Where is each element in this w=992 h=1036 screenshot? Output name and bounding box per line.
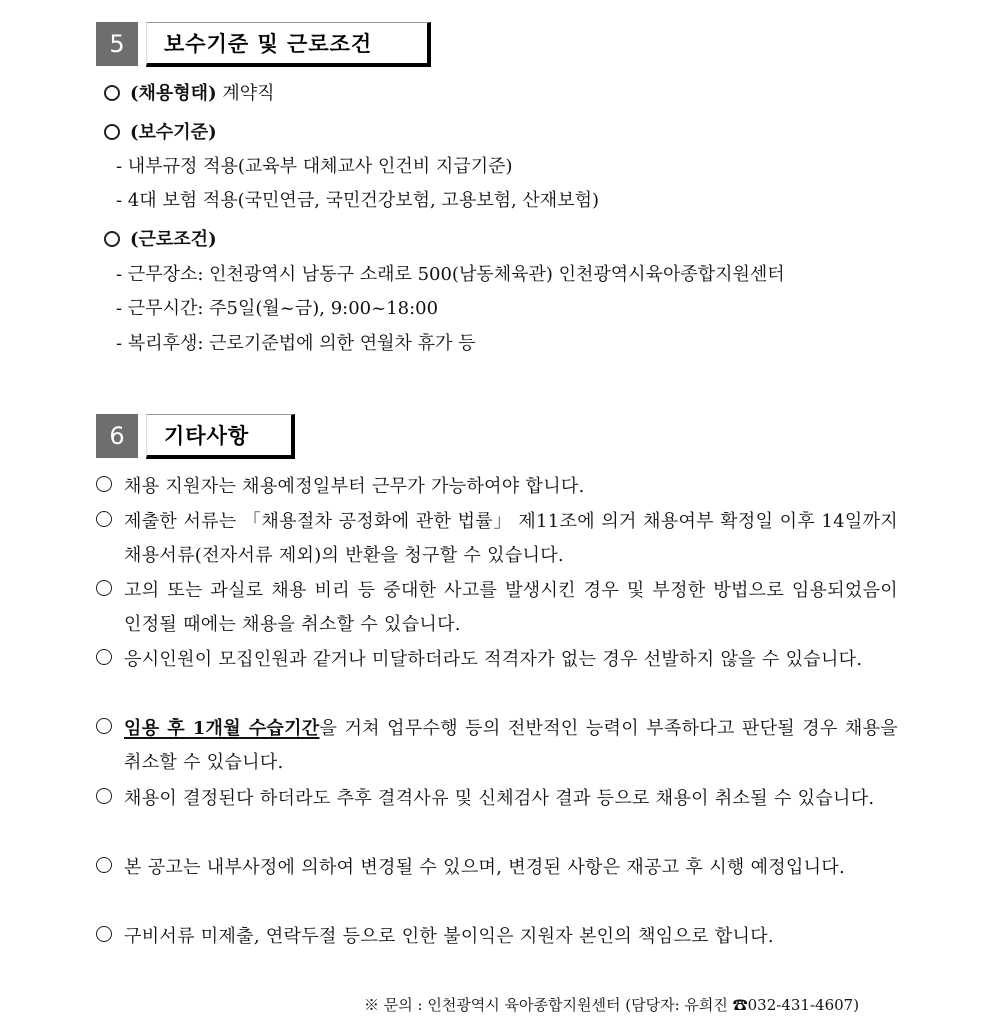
work-conditions-head: (근로조건) — [130, 229, 217, 250]
circle-bullet-icon — [96, 511, 112, 527]
pay-item: - 4대 보험 적용(국민연금, 국민건강보험, 고용보험, 산재보험) — [116, 190, 599, 211]
employment-type-value: 계약직 — [222, 83, 275, 104]
section-6-title-box — [146, 414, 295, 459]
notice-item — [96, 470, 898, 504]
section-5-title-box — [146, 22, 431, 67]
work-conditions-head-line — [104, 228, 217, 252]
pay-standard-head: (보수기준) — [130, 122, 217, 143]
circle-bullet-icon — [96, 788, 112, 804]
notice-text: 채용 지원자는 채용예정일부터 근무가 가능하여야 합니다. — [124, 476, 585, 497]
circle-bullet-icon — [96, 857, 112, 873]
notice-text: 구비서류 미제출, 연락두절 등으로 인한 불이익은 지원자 본인의 책임으로 합니다. — [124, 926, 774, 947]
employment-type-head: (채용형태) — [130, 83, 217, 104]
notice-item — [96, 920, 898, 954]
circle-bullet-icon — [104, 85, 120, 101]
section-6-header — [96, 414, 295, 458]
section-5-number: 5 — [96, 22, 138, 66]
probation-rest: 을 거쳐 업무수행 등의 전반적인 능력이 부족하다고 판단될 경우 채용을 취소할 수 있습니다. — [124, 718, 898, 773]
notice-text: 본 공고는 내부사정에 의하여 변경될 수 있으며, 변경된 사항은 재공고 후 시행 예정입니다. — [124, 857, 846, 878]
notice-item — [96, 851, 898, 885]
notice-text — [96, 712, 898, 780]
circle-bullet-icon — [96, 649, 112, 665]
notice-item-probation — [96, 712, 898, 780]
contact-footer: ※ 문의 : 인천광역시 육아종합지원센터 (담당자: 유희진 ☎032-431-4607) — [364, 996, 860, 1014]
circle-bullet-icon — [96, 476, 112, 492]
section-6-number: 6 — [96, 414, 138, 458]
work-item: - 근무장소: 인천광역시 남동구 소래로 500(남동체육관) 인천광역시육아종합지원센터 — [116, 264, 785, 285]
notice-text: 채용이 결정된다 하더라도 추후 결격사유 및 신체검사 결과 등으로 채용이 취소될 수 있습니다. — [124, 788, 875, 809]
work-item: - 근무시간: 주5일(월~금), 9:00~18:00 — [116, 298, 439, 319]
notice-item — [96, 574, 898, 642]
notice-item — [96, 782, 898, 816]
circle-bullet-icon — [96, 580, 112, 596]
employment-type-line — [104, 82, 275, 106]
notice-item — [96, 643, 898, 677]
section-6-title: 기타사항 — [164, 424, 250, 448]
probation-emphasis: 임용 후 1개월 수습기간 — [124, 718, 320, 739]
notice-text: 응시인원이 모집인원과 같거나 미달하더라도 적격자가 없는 경우 선발하지 않을 수 있습니다. — [124, 649, 863, 670]
pay-item: - 내부규정 적용(교육부 대체교사 인건비 지급기준) — [116, 156, 513, 177]
notice-item — [96, 505, 898, 573]
circle-bullet-icon — [96, 926, 112, 942]
circle-bullet-icon — [104, 124, 120, 140]
work-item: - 복리후생: 근로기준법에 의한 연월차 휴가 등 — [116, 333, 476, 354]
section-5-header — [96, 22, 431, 66]
circle-bullet-icon — [96, 718, 112, 734]
notice-text: 고의 또는 과실로 채용 비리 등 중대한 사고를 발생시킨 경우 및 부정한 방법으로 임용되었음이 인정될 때에는 채용을 취소할 수 있습니다. — [124, 580, 898, 635]
pay-standard-head-line — [104, 121, 217, 145]
section-5-title: 보수기준 및 근로조건 — [164, 32, 373, 56]
circle-bullet-icon — [104, 231, 120, 247]
notice-text: 제출한 서류는 「채용절차 공정화에 관한 법률」 제11조에 의거 채용여부 확정일 이후 14일까지 채용서류(전자서류 제외)의 반환을 청구할 수 있습니다. — [124, 511, 898, 566]
